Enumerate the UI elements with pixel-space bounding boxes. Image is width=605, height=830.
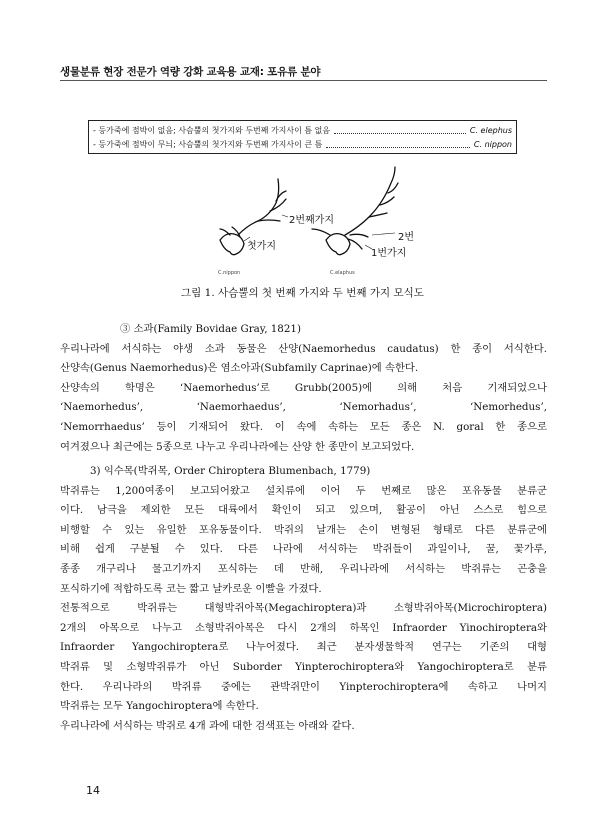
- figure-small-label: C.nippon: [218, 270, 241, 276]
- paragraph-line: 이다. 남극을 제외한 모든 대륙에서 확인이 되고 있으며, 활공이 아닌 스스로 힘으로: [60, 504, 547, 517]
- key-row: [93, 138, 512, 150]
- key-row-species: C. nippon: [473, 139, 512, 149]
- paragraph-line: 산양속의 학명은 ‘Naemorhedus’로 Grubb(2005)에 의해 처음 기재되었으나: [60, 381, 547, 394]
- key-row-text: - 등가죽에 점박이 무늬; 사슴뿔의 첫가지와 두번째 가지사이 큰 틈: [93, 139, 323, 149]
- paragraph-line: ‘Nemorrhaedus’ 등이 기재되어 왔다. 이 속에 속하는 모든 종은 N. goral 한 종으로: [60, 420, 547, 433]
- paragraph-line: 2개의 아목으로 나누고 소형박쥐아목은 다시 2개의 하목인 Infraorder Yinochiroptera와: [60, 621, 547, 634]
- section-heading: ③ 소과(Family Bovidae Gray, 1821): [120, 323, 301, 335]
- antler-figure: [200, 165, 440, 280]
- label-second-branch-right: 2번: [398, 232, 415, 243]
- paragraph-line: 우리나라에 서식하는 박쥐로 4개 과에 대한 검색표는 아래와 같다.: [60, 719, 355, 732]
- figure-caption: 그림 1. 사슴뿔의 첫 번째 가지와 두 번째 가지 모식도: [181, 287, 424, 299]
- paragraph-line: 포식하기에 적합하도록 코는 짧고 날카로운 이빨을 가졌다.: [60, 582, 322, 595]
- paragraph-line: 박쥐류는 1,200여종이 보고되어왔고 설치류에 이어 두 번째로 많은 포유동물 분류군: [60, 484, 547, 497]
- paragraph-line: 박쥐류 및 소형박쥐류가 아닌 Suborder Yinpterochiroptera와 Yangochiroptera로 분류: [60, 660, 547, 673]
- header-rule: [60, 80, 547, 81]
- page-number: 14: [86, 784, 100, 797]
- figure-small-label: C.elaphus: [330, 270, 355, 276]
- key-row: [93, 124, 512, 136]
- section-heading: 3) 익수목(박쥐목, Order Chiroptera Blumenbach, 1779): [90, 465, 371, 477]
- running-header: 생물분류 현장 전문가 역량 강화 교육용 교재: 포유류 분야: [60, 66, 321, 78]
- section-chiroptera: [60, 462, 547, 736]
- label-first-branch-right: 1번가지: [371, 248, 407, 259]
- label-first-branch: 첫가지: [247, 241, 276, 252]
- leader-dots: [334, 127, 466, 134]
- paragraph-line: 박쥐류는 모두 Yangochiroptera에 속한다.: [60, 700, 259, 713]
- identification-key-box: [88, 120, 517, 154]
- section-bovidae: [60, 320, 547, 457]
- paragraph-line: Infraorder Yangochiroptera로 나누어졌다. 최근 분자생물학적 연구는 기존의 대형: [60, 641, 547, 654]
- paragraph-line: 비행할 수 있는 유일한 포유동물이다. 박쥐의 날개는 손이 변형된 형태로 다른 분류군에: [60, 523, 547, 536]
- key-row-species: C. elephus: [469, 125, 512, 135]
- paragraph-line: 종종 개구리나 물고기까지 포식하는 데 반해, 우리나라에 서식하는 박쥐류는 곤충을: [60, 562, 547, 575]
- leader-dots: [326, 141, 470, 148]
- paragraph-line: 비해 쉽게 구분될 수 있다. 다른 나라에 서식하는 박쥐들이 과일이나, 꿀, 꽃가루,: [60, 543, 547, 556]
- key-row-text: - 등가죽에 점박이 없음; 사슴뿔의 첫가지와 두번째 가지사이 틈 없음: [93, 125, 331, 135]
- label-second-branch: 2번째가지: [289, 215, 335, 226]
- paragraph-line: 전통적으로 박쥐류는 대형박쥐아목(Megachiroptera)과 소형박쥐아목(Microchiroptera): [60, 602, 547, 615]
- paragraph-line: ‘Naemorhedus’, ‘Naemorhaedus’, ‘Nemorhadus’, ‘Nemorhedus’,: [60, 401, 547, 414]
- paragraph-line: 한다. 우리나라의 박쥐류 중에는 관박쥐만이 Yinpterochiroptera에 속하고 나머지: [60, 680, 547, 693]
- paragraph-line: 산양속(Genus Naemorhedus)은 염소아과(Subfamily Caprinae)에 속한다.: [60, 362, 419, 375]
- paragraph-line: 여겨졌으나 최근에는 5종으로 나누고 우리나라에는 산양 한 종만이 보고되었다.: [60, 440, 415, 453]
- paragraph-line: 우리나라에 서식하는 야생 소과 동물은 산양(Naemorhedus caudatus) 한 종이 서식한다.: [60, 342, 547, 355]
